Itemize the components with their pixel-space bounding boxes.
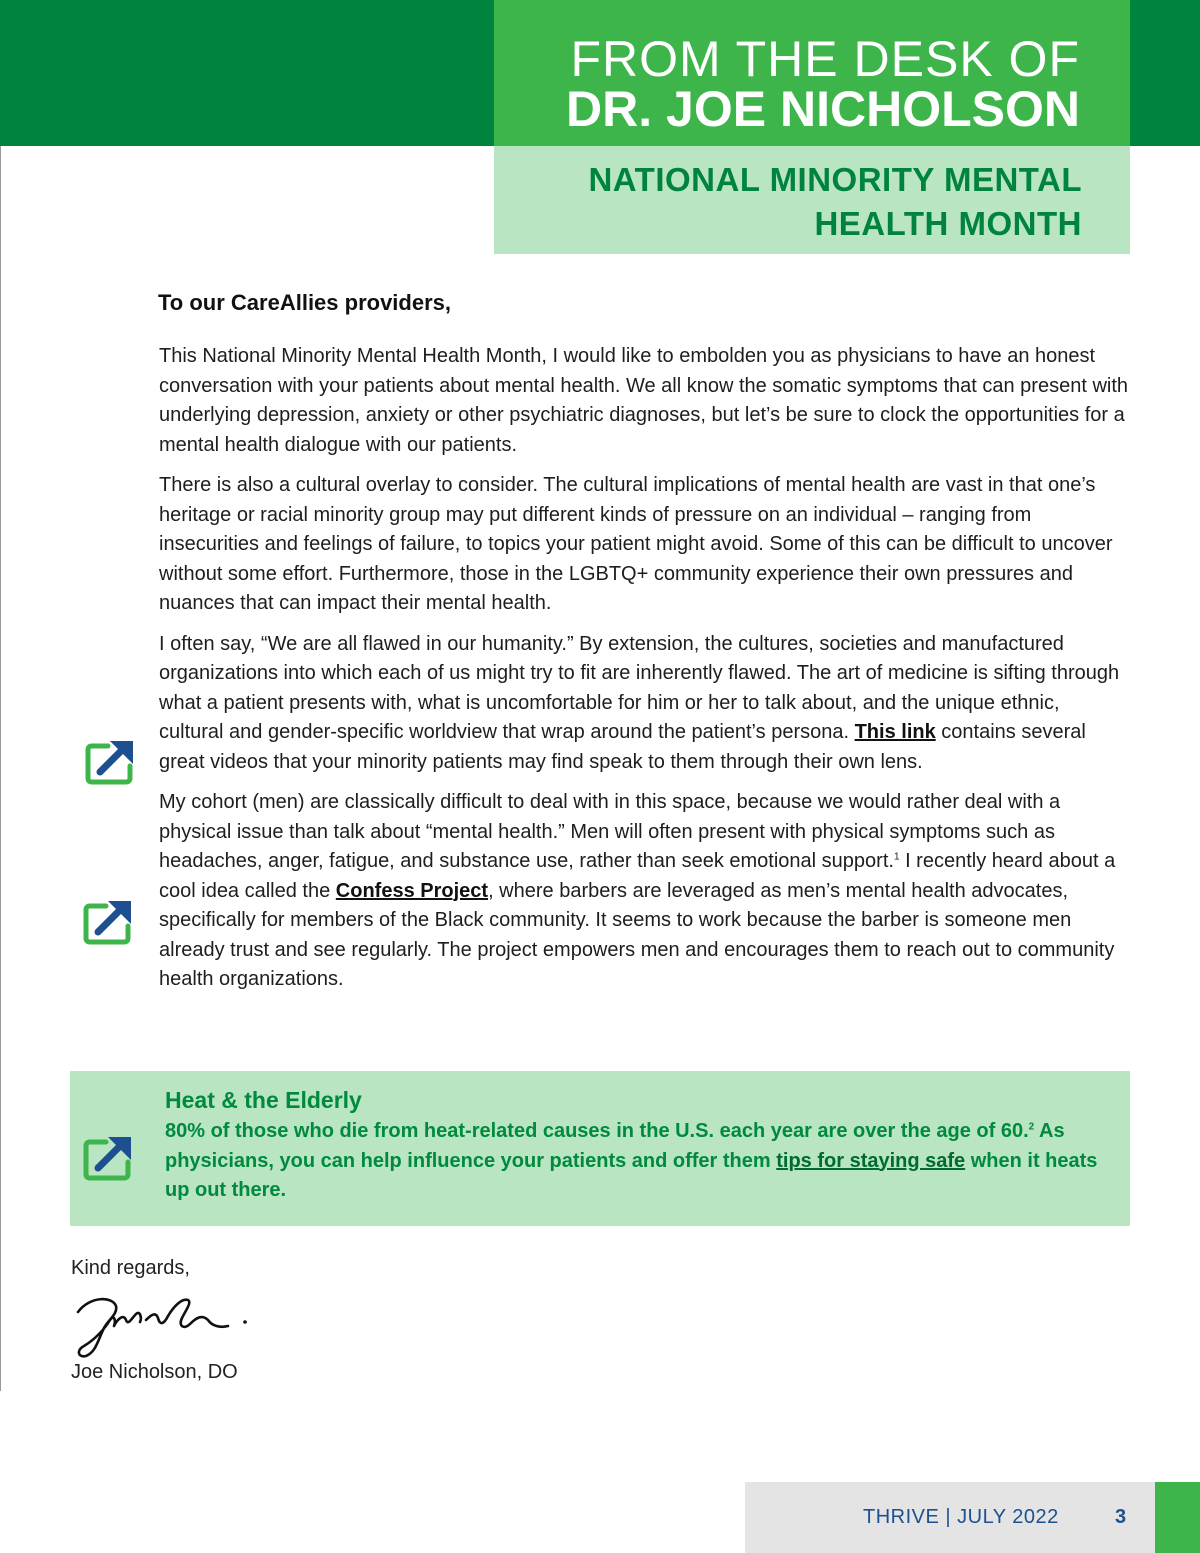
header-title-line1: FROM THE DESK OF [570, 31, 1080, 87]
footer-publication: THRIVE | JULY 2022 [863, 1506, 1059, 1528]
paragraph-4-text-mid: I recently heard about a cool idea called the [159, 850, 1116, 902]
header-subtitle-box [494, 146, 1130, 254]
paragraph-3-text: I often say, “We are all flawed in our humanity.” By extension, the cultures, societies and manufactured organizations into which each of us might try to fit are inherently flawed. The art of medicine is sifting through what a patient presents with, what is uncomfortable for him or her to talk about, and the unique ethnic, cultural and gender-specific worldview that wrap around the patient’s persona. [159, 632, 1120, 743]
confess-project-link[interactable]: Confess Project [335, 879, 489, 902]
letter-greeting: To our CareAllies providers, [158, 290, 452, 315]
header-title-box [494, 0, 1130, 146]
signatory-name: Joe Nicholson, DO [71, 1361, 238, 1383]
tips-for-staying-safe-link[interactable]: tips for staying safe [776, 1149, 966, 1172]
paragraph-4-text-end: , where barbers are leveraged as men’s mental health advocates, specifically for members of the Black community. It seems to work because the barber is someone men already trust and see regularly. The project empowers men and encourages them to reach out to community health organizations. [159, 879, 1115, 990]
callout-title: Heat & the Elderly [165, 1087, 362, 1113]
footnote-ref-2: 2 [1028, 1121, 1035, 1133]
external-link-icon[interactable] [84, 738, 136, 786]
paragraph-4-text: My cohort (men) are classically difficult to deal with in this space, because we would rather deal with a physical issue than talk about “mental health.” Men will often present with physical symptoms such as headaches, anger, fatigue, and substance use, rather than seek emotional support. [159, 791, 1061, 872]
callout-text: 80% of those who die from heat-related causes in the U.S. each year are over the age of 60. [165, 1120, 1029, 1142]
signature-image [70, 1290, 260, 1362]
page-edge-rule [0, 146, 1, 1391]
paragraph-1: This National Minority Mental Health Month, I would like to embolden you as physicians to have an honest conversation with your patients about mental health. We all know the somatic symptoms that can present with underlying depression, anxiety or other psychiatric diagnoses, but let’s be sure to clock the opportunities for a mental health dialogue with our patients. [159, 345, 1129, 456]
subtitle-line2: HEALTH MONTH [814, 205, 1082, 242]
footer-accent-bar [1155, 1482, 1200, 1553]
header-subtitle [588, 158, 1082, 246]
paragraph-3 [159, 630, 1129, 778]
footer-page-number: 3 [1115, 1506, 1127, 1528]
header-title-line2: DR. JOE NICHOLSON [566, 81, 1080, 137]
letter-body [159, 342, 1129, 1006]
this-link[interactable]: This link [854, 721, 936, 743]
callout-text-end: when it heats up out there. [165, 1149, 1098, 1201]
external-link-icon[interactable] [82, 898, 134, 946]
paragraph-3-text-end: contains several great videos that your minority patients may find speak to them through their own lens. [159, 721, 1086, 773]
paragraph-4 [159, 788, 1129, 995]
footnote-ref-1: 1 [893, 851, 900, 863]
page-footer [745, 1482, 1155, 1553]
callout-text-mid: As physicians, you can help influence your patients and offer them [165, 1120, 1065, 1172]
subtitle-line1: NATIONAL MINORITY MENTAL [588, 161, 1082, 198]
closing-regards: Kind regards, [71, 1257, 190, 1279]
heat-elderly-callout [70, 1071, 1130, 1226]
callout-body [165, 1117, 1123, 1206]
external-link-icon[interactable] [82, 1134, 134, 1182]
paragraph-2: There is also a cultural overlay to consider. The cultural implications of mental health are vast in that one’s heritage or racial minority group may put different kinds of pressure on an individual – ranging from insecurities and feelings of failure, to topics your patient might avoid. Some of this can be difficult to uncover without some effort. Furthermore, those in the LGBTQ+ community experience their own pressures and nuances that can impact their mental health. [159, 474, 1113, 614]
